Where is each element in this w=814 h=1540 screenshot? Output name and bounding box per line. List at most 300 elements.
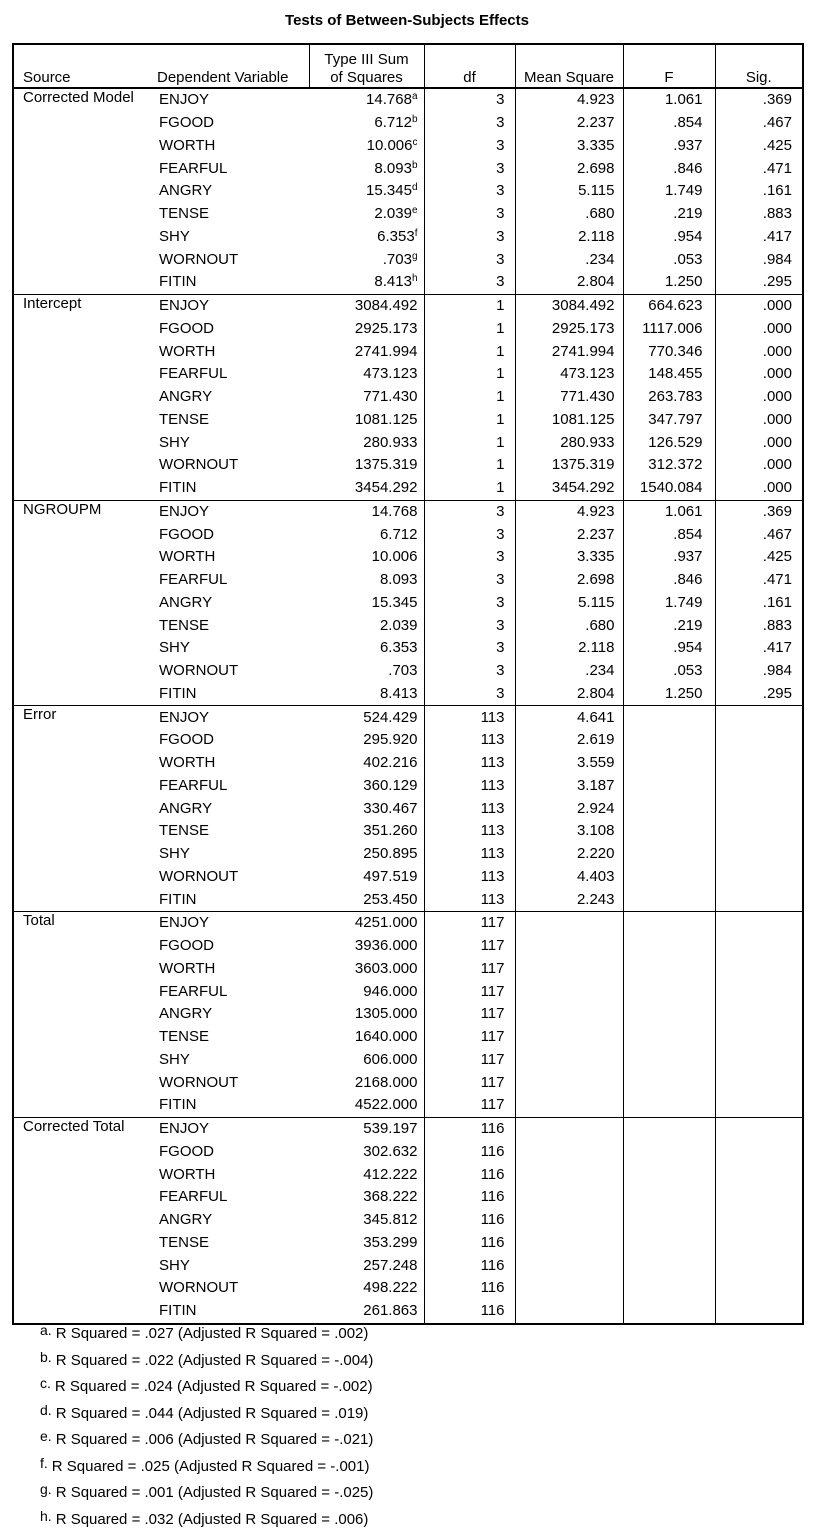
sig-cell: .000 xyxy=(762,365,792,383)
df-cell: 117 xyxy=(424,1049,515,1072)
footnote-letter: a. xyxy=(40,1322,52,1338)
df-cell: 116 xyxy=(424,1300,515,1324)
df-cell: 1 xyxy=(424,363,515,386)
f-cell xyxy=(623,1163,715,1186)
sum-of-squares-cell xyxy=(309,409,424,432)
sig-cell xyxy=(715,866,803,889)
df-cell: 113 xyxy=(424,706,515,729)
footnotes xyxy=(40,1320,373,1532)
f-cell: 1.250 xyxy=(623,271,715,294)
mean-square-cell xyxy=(515,912,623,935)
source-cell xyxy=(13,935,153,958)
source-cell xyxy=(13,523,153,546)
source-cell xyxy=(13,1049,153,1072)
source-cell xyxy=(13,112,153,135)
dependent-variable-cell: WORNOUT xyxy=(159,662,239,680)
footnote-marker: e xyxy=(411,205,418,217)
sum-of-squares-value: 3454.292 xyxy=(354,479,418,497)
source-cell xyxy=(13,409,153,432)
table-row xyxy=(13,180,803,203)
dependent-variable-cell: FITIN xyxy=(153,477,309,500)
f-cell: .219 xyxy=(623,203,715,226)
df-cell: 1 xyxy=(424,454,515,477)
mean-square-cell: .680 xyxy=(515,203,623,226)
sum-of-squares-cell xyxy=(309,980,424,1003)
table-row xyxy=(13,752,803,775)
sum-of-squares-cell xyxy=(309,752,424,775)
sum-of-squares-value: .703 xyxy=(382,250,412,268)
source-cell xyxy=(13,271,153,294)
sum-of-squares-value: 3084.492 xyxy=(354,297,418,315)
mean-square-cell: 4.403 xyxy=(515,866,623,889)
sum-of-squares-cell xyxy=(309,135,424,158)
df-cell: 116 xyxy=(424,1232,515,1255)
df-cell: 3 xyxy=(424,637,515,660)
sum-of-squares-cell xyxy=(309,866,424,889)
sum-of-squares-value: 6.353 xyxy=(379,639,418,657)
f-cell: 148.455 xyxy=(623,363,715,386)
f-cell xyxy=(623,1254,715,1277)
source-cell xyxy=(13,1186,153,1209)
sum-of-squares-cell xyxy=(309,386,424,409)
sum-of-squares-value: 498.222 xyxy=(363,1279,418,1297)
table-row xyxy=(13,775,803,798)
sum-of-squares-cell xyxy=(309,1186,424,1209)
sig-cell xyxy=(715,1117,803,1140)
mean-square-cell xyxy=(515,1026,623,1049)
sum-of-squares-value: 295.920 xyxy=(363,731,418,749)
f-cell: 1.250 xyxy=(623,683,715,706)
sum-of-squares-cell xyxy=(309,203,424,226)
sig-cell: .883 xyxy=(762,205,792,223)
mean-square-cell xyxy=(515,1186,623,1209)
f-cell xyxy=(623,1300,715,1324)
sig-cell: .295 xyxy=(715,683,803,706)
source-cell xyxy=(13,477,153,500)
mean-square-cell xyxy=(515,1163,623,1186)
dependent-variable-cell: FGOOD xyxy=(159,731,214,749)
footnote-text: R Squared = .025 (Adjusted R Squared = -.001) xyxy=(51,1457,370,1475)
df-cell: 1 xyxy=(424,340,515,363)
f-cell: .053 xyxy=(623,660,715,683)
df-cell: 116 xyxy=(424,1141,515,1164)
sum-of-squares-value: 539.197 xyxy=(363,1120,418,1138)
table-row xyxy=(13,1163,803,1186)
table-row xyxy=(13,454,803,477)
dependent-variable-cell: FGOOD xyxy=(159,319,214,337)
df-cell: 3 xyxy=(424,614,515,637)
df-cell: 3 xyxy=(424,683,515,706)
dependent-variable-cell: WORTH xyxy=(159,136,216,154)
dependent-variable-cell: WORTH xyxy=(159,959,216,977)
mean-square-cell xyxy=(515,958,623,981)
table-row xyxy=(13,157,803,180)
source-cell xyxy=(13,775,153,798)
dependent-variable-cell: FITIN xyxy=(153,683,309,706)
sig-cell: .000 xyxy=(762,433,792,451)
df-cell: 113 xyxy=(424,797,515,820)
f-cell xyxy=(623,888,715,911)
f-cell xyxy=(623,1186,715,1209)
sum-of-squares-value: 2741.994 xyxy=(354,342,418,360)
dependent-variable-cell: FEARFUL xyxy=(159,982,228,1000)
f-cell xyxy=(623,1141,715,1164)
df-cell: 1 xyxy=(424,386,515,409)
sig-cell xyxy=(715,752,803,775)
sum-of-squares-value: 8.093 xyxy=(379,571,418,589)
dependent-variable-cell: WORTH xyxy=(159,754,216,772)
f-cell: 664.623 xyxy=(623,294,715,317)
df-cell: 117 xyxy=(424,912,515,935)
mean-square-cell xyxy=(515,1254,623,1277)
sum-of-squares-cell xyxy=(309,1277,424,1300)
sum-of-squares-value: 14.768 xyxy=(371,502,418,520)
sig-cell: .000 xyxy=(762,342,792,360)
mean-square-cell xyxy=(515,1277,623,1300)
f-cell xyxy=(623,1232,715,1255)
df-cell: 117 xyxy=(424,1071,515,1094)
table-row xyxy=(13,226,803,249)
source-cell xyxy=(13,637,153,660)
source-cell xyxy=(13,843,153,866)
dependent-variable-cell: ENJOY xyxy=(159,91,210,109)
table-row xyxy=(13,592,803,615)
table-row xyxy=(13,637,803,660)
f-cell: .937 xyxy=(623,546,715,569)
sum-of-squares-cell xyxy=(309,775,424,798)
header-row xyxy=(13,44,803,88)
table-row xyxy=(13,1209,803,1232)
f-cell: .219 xyxy=(623,614,715,637)
table-row xyxy=(13,523,803,546)
footnote-letter: f. xyxy=(40,1454,48,1471)
source-cell: Total xyxy=(23,912,55,929)
table-row xyxy=(13,386,803,409)
table-row xyxy=(13,935,803,958)
table-row xyxy=(13,1232,803,1255)
sig-cell xyxy=(715,935,803,958)
f-cell: .937 xyxy=(623,135,715,158)
footnote-letter: h. xyxy=(40,1507,52,1524)
sum-of-squares-cell xyxy=(309,569,424,592)
source-cell xyxy=(13,592,153,615)
sum-of-squares-value: 257.248 xyxy=(363,1256,418,1274)
sig-cell xyxy=(715,775,803,798)
table-row xyxy=(13,888,803,911)
f-cell xyxy=(623,866,715,889)
f-cell: .854 xyxy=(623,112,715,135)
sum-of-squares-cell xyxy=(309,318,424,341)
source-cell xyxy=(13,226,153,249)
df-cell: 117 xyxy=(424,980,515,1003)
df-cell: 117 xyxy=(424,1094,515,1117)
dependent-variable-cell: WORTH xyxy=(159,342,216,360)
footnote xyxy=(40,1506,373,1533)
sum-of-squares-cell xyxy=(309,248,424,271)
f-cell: 126.529 xyxy=(623,431,715,454)
df-cell: 3 xyxy=(424,248,515,271)
source-cell xyxy=(13,660,153,683)
table-row xyxy=(13,866,803,889)
source-cell xyxy=(13,546,153,569)
sum-of-squares-cell xyxy=(309,363,424,386)
sum-of-squares-value: 2.039 xyxy=(379,616,418,634)
sum-of-squares-cell xyxy=(309,935,424,958)
between-subjects-effects-table xyxy=(12,43,804,1325)
sig-cell xyxy=(715,1049,803,1072)
table-row xyxy=(13,271,803,294)
footnote-marker: g xyxy=(411,250,418,262)
mean-square-cell: 2.237 xyxy=(515,523,623,546)
sum-of-squares-value: 8.413 xyxy=(379,684,418,702)
df-cell: 117 xyxy=(424,958,515,981)
df-cell: 3 xyxy=(424,226,515,249)
f-cell: .053 xyxy=(623,248,715,271)
dependent-variable-cell: SHY xyxy=(159,433,190,451)
mean-square-cell: 771.430 xyxy=(515,386,623,409)
table-row xyxy=(13,843,803,866)
mean-square-cell: .234 xyxy=(515,660,623,683)
f-cell xyxy=(623,820,715,843)
mean-square-cell: 2.698 xyxy=(515,157,623,180)
table-row xyxy=(13,294,803,317)
sum-of-squares-cell xyxy=(309,637,424,660)
source-cell xyxy=(13,820,153,843)
mean-square-cell: 3084.492 xyxy=(515,294,623,317)
df-cell: 3 xyxy=(424,271,515,294)
sum-of-squares-cell xyxy=(309,660,424,683)
f-cell: 263.783 xyxy=(623,386,715,409)
sum-of-squares-cell xyxy=(309,888,424,911)
f-cell xyxy=(623,752,715,775)
sig-cell: .417 xyxy=(762,227,792,245)
sum-of-squares-value: 497.519 xyxy=(363,867,418,885)
sum-of-squares-value: 1081.125 xyxy=(354,410,418,428)
source-cell xyxy=(13,1003,153,1026)
dependent-variable-cell: FEARFUL xyxy=(159,1188,228,1206)
f-cell: 1.061 xyxy=(623,500,715,523)
table-row xyxy=(13,1186,803,1209)
f-cell xyxy=(623,935,715,958)
sum-of-squares-cell xyxy=(309,1094,424,1117)
mean-square-cell: 2.804 xyxy=(515,683,623,706)
f-cell xyxy=(623,1117,715,1140)
mean-square-cell: 4.923 xyxy=(515,88,623,112)
sum-of-squares-value: 3603.000 xyxy=(354,959,418,977)
table-row xyxy=(13,958,803,981)
sig-cell xyxy=(715,980,803,1003)
mean-square-cell xyxy=(515,1049,623,1072)
sig-cell: .000 xyxy=(762,319,792,337)
sum-of-squares-cell xyxy=(309,729,424,752)
sum-of-squares-cell xyxy=(309,683,424,706)
col-header-dependent-variable: Dependent Variable xyxy=(153,44,309,88)
f-cell: .854 xyxy=(623,523,715,546)
sum-of-squares-cell xyxy=(309,797,424,820)
sum-of-squares-cell xyxy=(309,1071,424,1094)
sum-of-squares-value: 946.000 xyxy=(363,982,418,1000)
f-cell: 1540.084 xyxy=(623,477,715,500)
f-cell: .954 xyxy=(623,637,715,660)
sum-of-squares-value: 771.430 xyxy=(363,388,418,406)
dependent-variable-cell: ENJOY xyxy=(159,1120,210,1138)
source-cell xyxy=(13,318,153,341)
sig-cell: .295 xyxy=(715,271,803,294)
df-cell: 3 xyxy=(424,157,515,180)
f-cell xyxy=(623,706,715,729)
table-row xyxy=(13,729,803,752)
sum-of-squares-value: 15.345 xyxy=(371,593,418,611)
sum-of-squares-cell xyxy=(309,546,424,569)
sig-cell: .467 xyxy=(762,114,792,132)
source-cell xyxy=(13,248,153,271)
mean-square-cell: 3.559 xyxy=(515,752,623,775)
table-row xyxy=(13,683,803,706)
mean-square-cell xyxy=(515,1300,623,1324)
mean-square-cell: 3.108 xyxy=(515,820,623,843)
sig-cell: .883 xyxy=(762,616,792,634)
f-cell xyxy=(623,1071,715,1094)
df-cell: 113 xyxy=(424,752,515,775)
table-row xyxy=(13,1003,803,1026)
sum-of-squares-cell xyxy=(309,1232,424,1255)
sig-cell: .425 xyxy=(762,548,792,566)
sig-cell xyxy=(715,706,803,729)
source-cell xyxy=(13,431,153,454)
mean-square-cell: 2.237 xyxy=(515,112,623,135)
f-cell: 770.346 xyxy=(623,340,715,363)
f-cell xyxy=(623,958,715,981)
sum-of-squares-cell xyxy=(309,820,424,843)
dependent-variable-cell: TENSE xyxy=(159,1028,210,1046)
f-cell: 1.061 xyxy=(623,88,715,112)
mean-square-cell: 3.187 xyxy=(515,775,623,798)
df-cell: 3 xyxy=(424,88,515,112)
sum-of-squares-value: 330.467 xyxy=(363,799,418,817)
mean-square-cell: 2.804 xyxy=(515,271,623,294)
sig-cell xyxy=(715,1163,803,1186)
sig-cell: .425 xyxy=(762,136,792,154)
mean-square-cell xyxy=(515,1117,623,1140)
dependent-variable-cell: ENJOY xyxy=(159,502,210,520)
source-cell xyxy=(13,752,153,775)
sum-of-squares-cell xyxy=(309,523,424,546)
sum-of-squares-cell xyxy=(309,271,424,294)
dependent-variable-cell: FEARFUL xyxy=(159,571,228,589)
sum-of-squares-value: 412.222 xyxy=(363,1165,418,1183)
sum-of-squares-cell xyxy=(309,431,424,454)
sum-of-squares-value: 8.093 xyxy=(374,159,412,177)
table-row xyxy=(13,614,803,637)
source-cell: Corrected Model xyxy=(23,89,134,106)
dependent-variable-cell: ANGRY xyxy=(159,1211,213,1229)
dependent-variable-cell: FITIN xyxy=(153,271,309,294)
f-cell xyxy=(623,729,715,752)
df-cell: 1 xyxy=(424,477,515,500)
source-cell: Error xyxy=(23,706,57,724)
footnote xyxy=(40,1453,373,1480)
table-title: Tests of Between-Subjects Effects xyxy=(285,12,529,29)
sig-cell xyxy=(715,843,803,866)
df-cell: 116 xyxy=(424,1163,515,1186)
mean-square-cell: 3.335 xyxy=(515,546,623,569)
footnote-letter: b. xyxy=(40,1348,52,1365)
sum-of-squares-cell xyxy=(309,1003,424,1026)
sum-of-squares-cell xyxy=(309,1049,424,1072)
df-cell: 113 xyxy=(424,820,515,843)
footnote-marker: a xyxy=(411,91,418,103)
mean-square-cell: 2.220 xyxy=(515,843,623,866)
table-row xyxy=(13,112,803,135)
sum-of-squares-value: 10.006 xyxy=(366,136,413,154)
table-row xyxy=(13,340,803,363)
footnote-text: R Squared = .001 (Adjusted R Squared = -.025) xyxy=(55,1484,374,1501)
dependent-variable-cell: WORTH xyxy=(159,548,216,566)
mean-square-cell: 3.335 xyxy=(515,135,623,158)
sum-of-squares-cell xyxy=(309,958,424,981)
mean-square-cell: .234 xyxy=(515,248,623,271)
dependent-variable-cell: SHY xyxy=(159,1050,190,1068)
sum-of-squares-value: 14.768 xyxy=(366,91,412,109)
col-header-source: Source xyxy=(13,44,153,88)
footnote-letter: d. xyxy=(40,1401,52,1418)
sum-of-squares-value: 8.413 xyxy=(374,273,412,291)
source-cell xyxy=(13,157,153,180)
sig-cell xyxy=(715,1071,803,1094)
mean-square-cell xyxy=(515,1232,623,1255)
table-row xyxy=(13,318,803,341)
sig-cell xyxy=(715,888,803,911)
table-row xyxy=(13,1117,803,1140)
source-cell xyxy=(13,1094,153,1117)
source-cell xyxy=(13,683,153,706)
sum-of-squares-cell xyxy=(309,1117,424,1140)
sig-cell: .369 xyxy=(762,91,792,109)
f-cell: .954 xyxy=(623,226,715,249)
sig-cell: .161 xyxy=(762,593,792,611)
table-row xyxy=(13,912,803,935)
sum-of-squares-cell xyxy=(309,226,424,249)
table-row xyxy=(13,1094,803,1117)
df-cell: 3 xyxy=(424,523,515,546)
source-cell xyxy=(13,888,153,911)
sum-of-squares-cell xyxy=(309,157,424,180)
dependent-variable-cell: TENSE xyxy=(159,205,210,223)
source-cell: Intercept xyxy=(23,294,82,312)
mean-square-cell: 2.118 xyxy=(515,637,623,660)
sig-cell: .161 xyxy=(762,182,792,200)
footnote-text: R Squared = .032 (Adjusted R Squared = .006) xyxy=(55,1510,369,1528)
sum-of-squares-value: 402.216 xyxy=(363,754,418,772)
table-row xyxy=(13,88,803,112)
source-cell xyxy=(13,135,153,158)
footnote-marker: f xyxy=(414,227,418,239)
footnote-text: R Squared = .022 (Adjusted R Squared = -.004) xyxy=(55,1351,374,1369)
f-cell: 1117.006 xyxy=(623,318,715,341)
f-cell xyxy=(623,1209,715,1232)
table-row xyxy=(13,1049,803,1072)
footnote-marker: h xyxy=(411,273,418,285)
mean-square-cell: 2741.994 xyxy=(515,340,623,363)
table-row xyxy=(13,980,803,1003)
sig-cell: .369 xyxy=(762,502,792,520)
sum-of-squares-cell xyxy=(309,614,424,637)
sig-cell xyxy=(715,1300,803,1324)
sum-of-squares-value: 1375.319 xyxy=(354,456,418,474)
sig-cell: .000 xyxy=(762,410,792,428)
source-cell xyxy=(13,958,153,981)
sum-of-squares-value: 302.632 xyxy=(363,1142,418,1160)
